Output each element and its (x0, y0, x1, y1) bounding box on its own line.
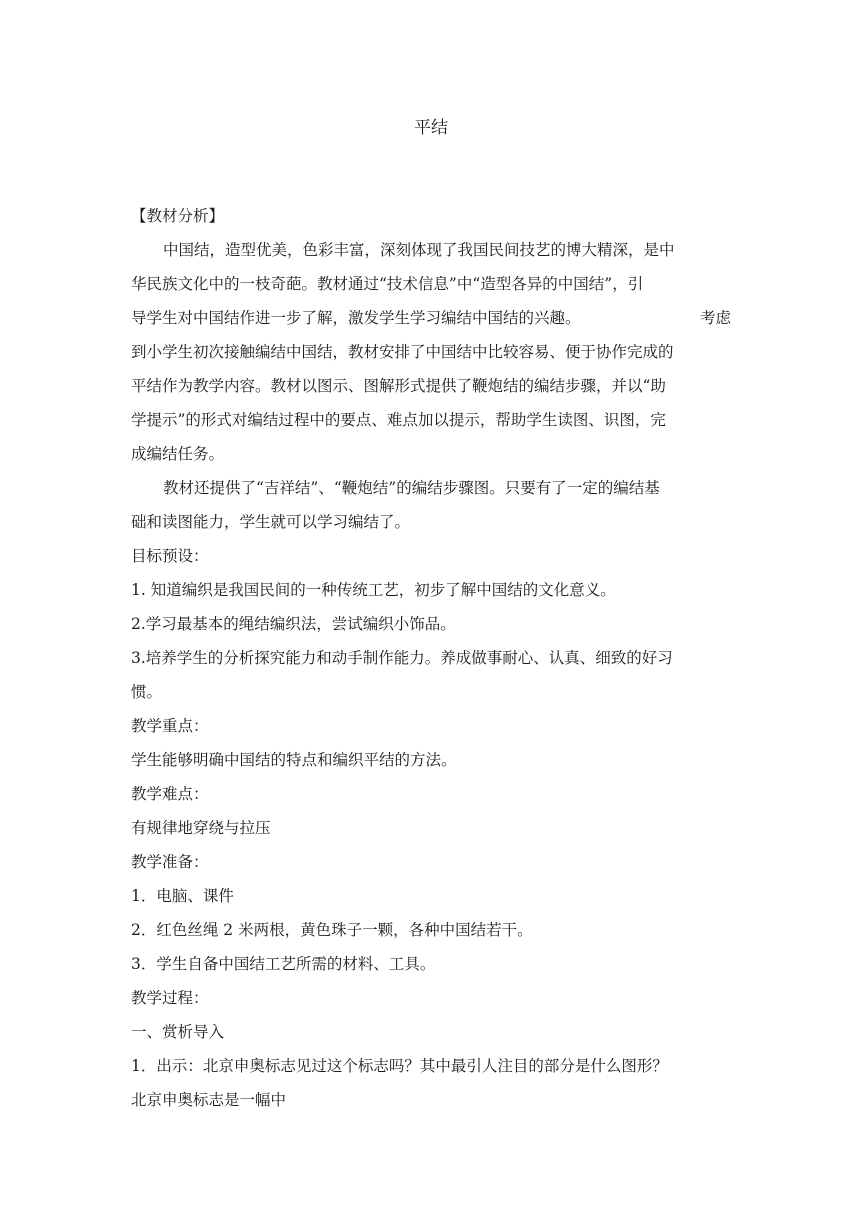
paragraph-line (131, 369, 731, 403)
line-text: 3．学生自备中国结工艺所需的材料、工具。 (131, 955, 436, 973)
line-text: 一、赏析导入 (131, 1023, 225, 1041)
paragraph-line (131, 335, 731, 369)
line-text: 2.学习最基本的绳结编织法，尝试编织小饰品。 (131, 615, 456, 633)
document-body (131, 199, 731, 1117)
paragraph-line (131, 233, 731, 267)
paragraph-line (131, 743, 731, 777)
paragraph-line (131, 1083, 731, 1117)
line-text: 中国结，造型优美，色彩丰富，深刻体现了我国民间技艺的博大精深，是中 (163, 241, 675, 259)
line-text: 到小学生初次接触编结中国结，教材安排了中国结中比较容易、便于协作完成的 (131, 343, 674, 361)
paragraph-line (131, 1015, 731, 1049)
document-title: 平结 (414, 118, 448, 138)
paragraph-line (131, 777, 731, 811)
paragraph-line (131, 471, 731, 505)
paragraph-line (131, 505, 731, 539)
line-text: 成编结任务。 (131, 445, 225, 463)
paragraph-line (131, 301, 731, 335)
paragraph-line (131, 267, 731, 301)
line-text: 学生能够明确中国结的特点和编织平结的方法。 (131, 751, 457, 769)
line-text: 导学生对中国结作进一步了解，激发学生学习编结中国结的兴趣。 (131, 309, 581, 327)
line-text: 础和读图能力，学生就可以学习编结了。 (131, 513, 411, 531)
line-text: 1. 知道编织是我国民间的一种传统工艺，初步了解中国结的文化意义。 (131, 581, 616, 599)
paragraph-line (131, 675, 731, 709)
paragraph-line (131, 845, 731, 879)
line-text: 【教材分析】 (131, 207, 225, 225)
paragraph-line (131, 947, 731, 981)
paragraph-line (131, 913, 731, 947)
line-text: 教学重点： (131, 717, 209, 735)
line-text: 惯。 (131, 683, 163, 701)
paragraph-line (131, 811, 731, 845)
line-text: 平结作为教学内容。教材以图示、图解形式提供了鞭炮结的编结步骤，并以“助 (131, 377, 666, 395)
paragraph-line (131, 437, 731, 471)
paragraph-line (131, 641, 731, 675)
line-text: 华民族文化中的一枝奇葩。教材通过“技术信息”中“造型各异的中国结”，引 (131, 275, 644, 293)
paragraph-line (131, 607, 731, 641)
line-text: 1．电脑、课件 (131, 887, 234, 905)
line-trailing-text: 考虑 (699, 309, 731, 327)
line-text: 目标预设： (131, 547, 209, 565)
line-text: 有规律地穿绕与拉压 (131, 819, 271, 837)
line-text: 3.培养学生的分析探究能力和动手制作能力。养成做事耐心、认真、细致的好习 (131, 649, 673, 667)
line-text: 学提示”的形式对编结过程中的要点、难点加以提示，帮助学生读图、识图，完 (131, 411, 666, 429)
line-text: 教学过程： (131, 989, 209, 1007)
line-text: 教学难点： (131, 785, 209, 803)
paragraph-line (131, 199, 731, 233)
paragraph-line (131, 981, 731, 1015)
line-text: 1．出示：北京申奥标志见过这个标志吗？其中最引人注目的部分是什么图形？ (131, 1057, 668, 1075)
line-text: 教材还提供了“吉祥结”、“鞭炮结”的编结步骤图。只要有了一定的编结基 (163, 479, 660, 497)
paragraph-line (131, 573, 731, 607)
line-text: 2．红色丝绳 2 米两根，黄色珠子一颗，各种中国结若干。 (131, 921, 533, 939)
paragraph-line (131, 539, 731, 573)
paragraph-line (131, 709, 731, 743)
paragraph-line (131, 1049, 731, 1083)
document-page (131, 0, 731, 1216)
line-text: 北京申奥标志是一幅中 (131, 1091, 287, 1109)
paragraph-line (131, 403, 731, 437)
paragraph-line (131, 879, 731, 913)
line-text: 教学准备： (131, 853, 209, 871)
